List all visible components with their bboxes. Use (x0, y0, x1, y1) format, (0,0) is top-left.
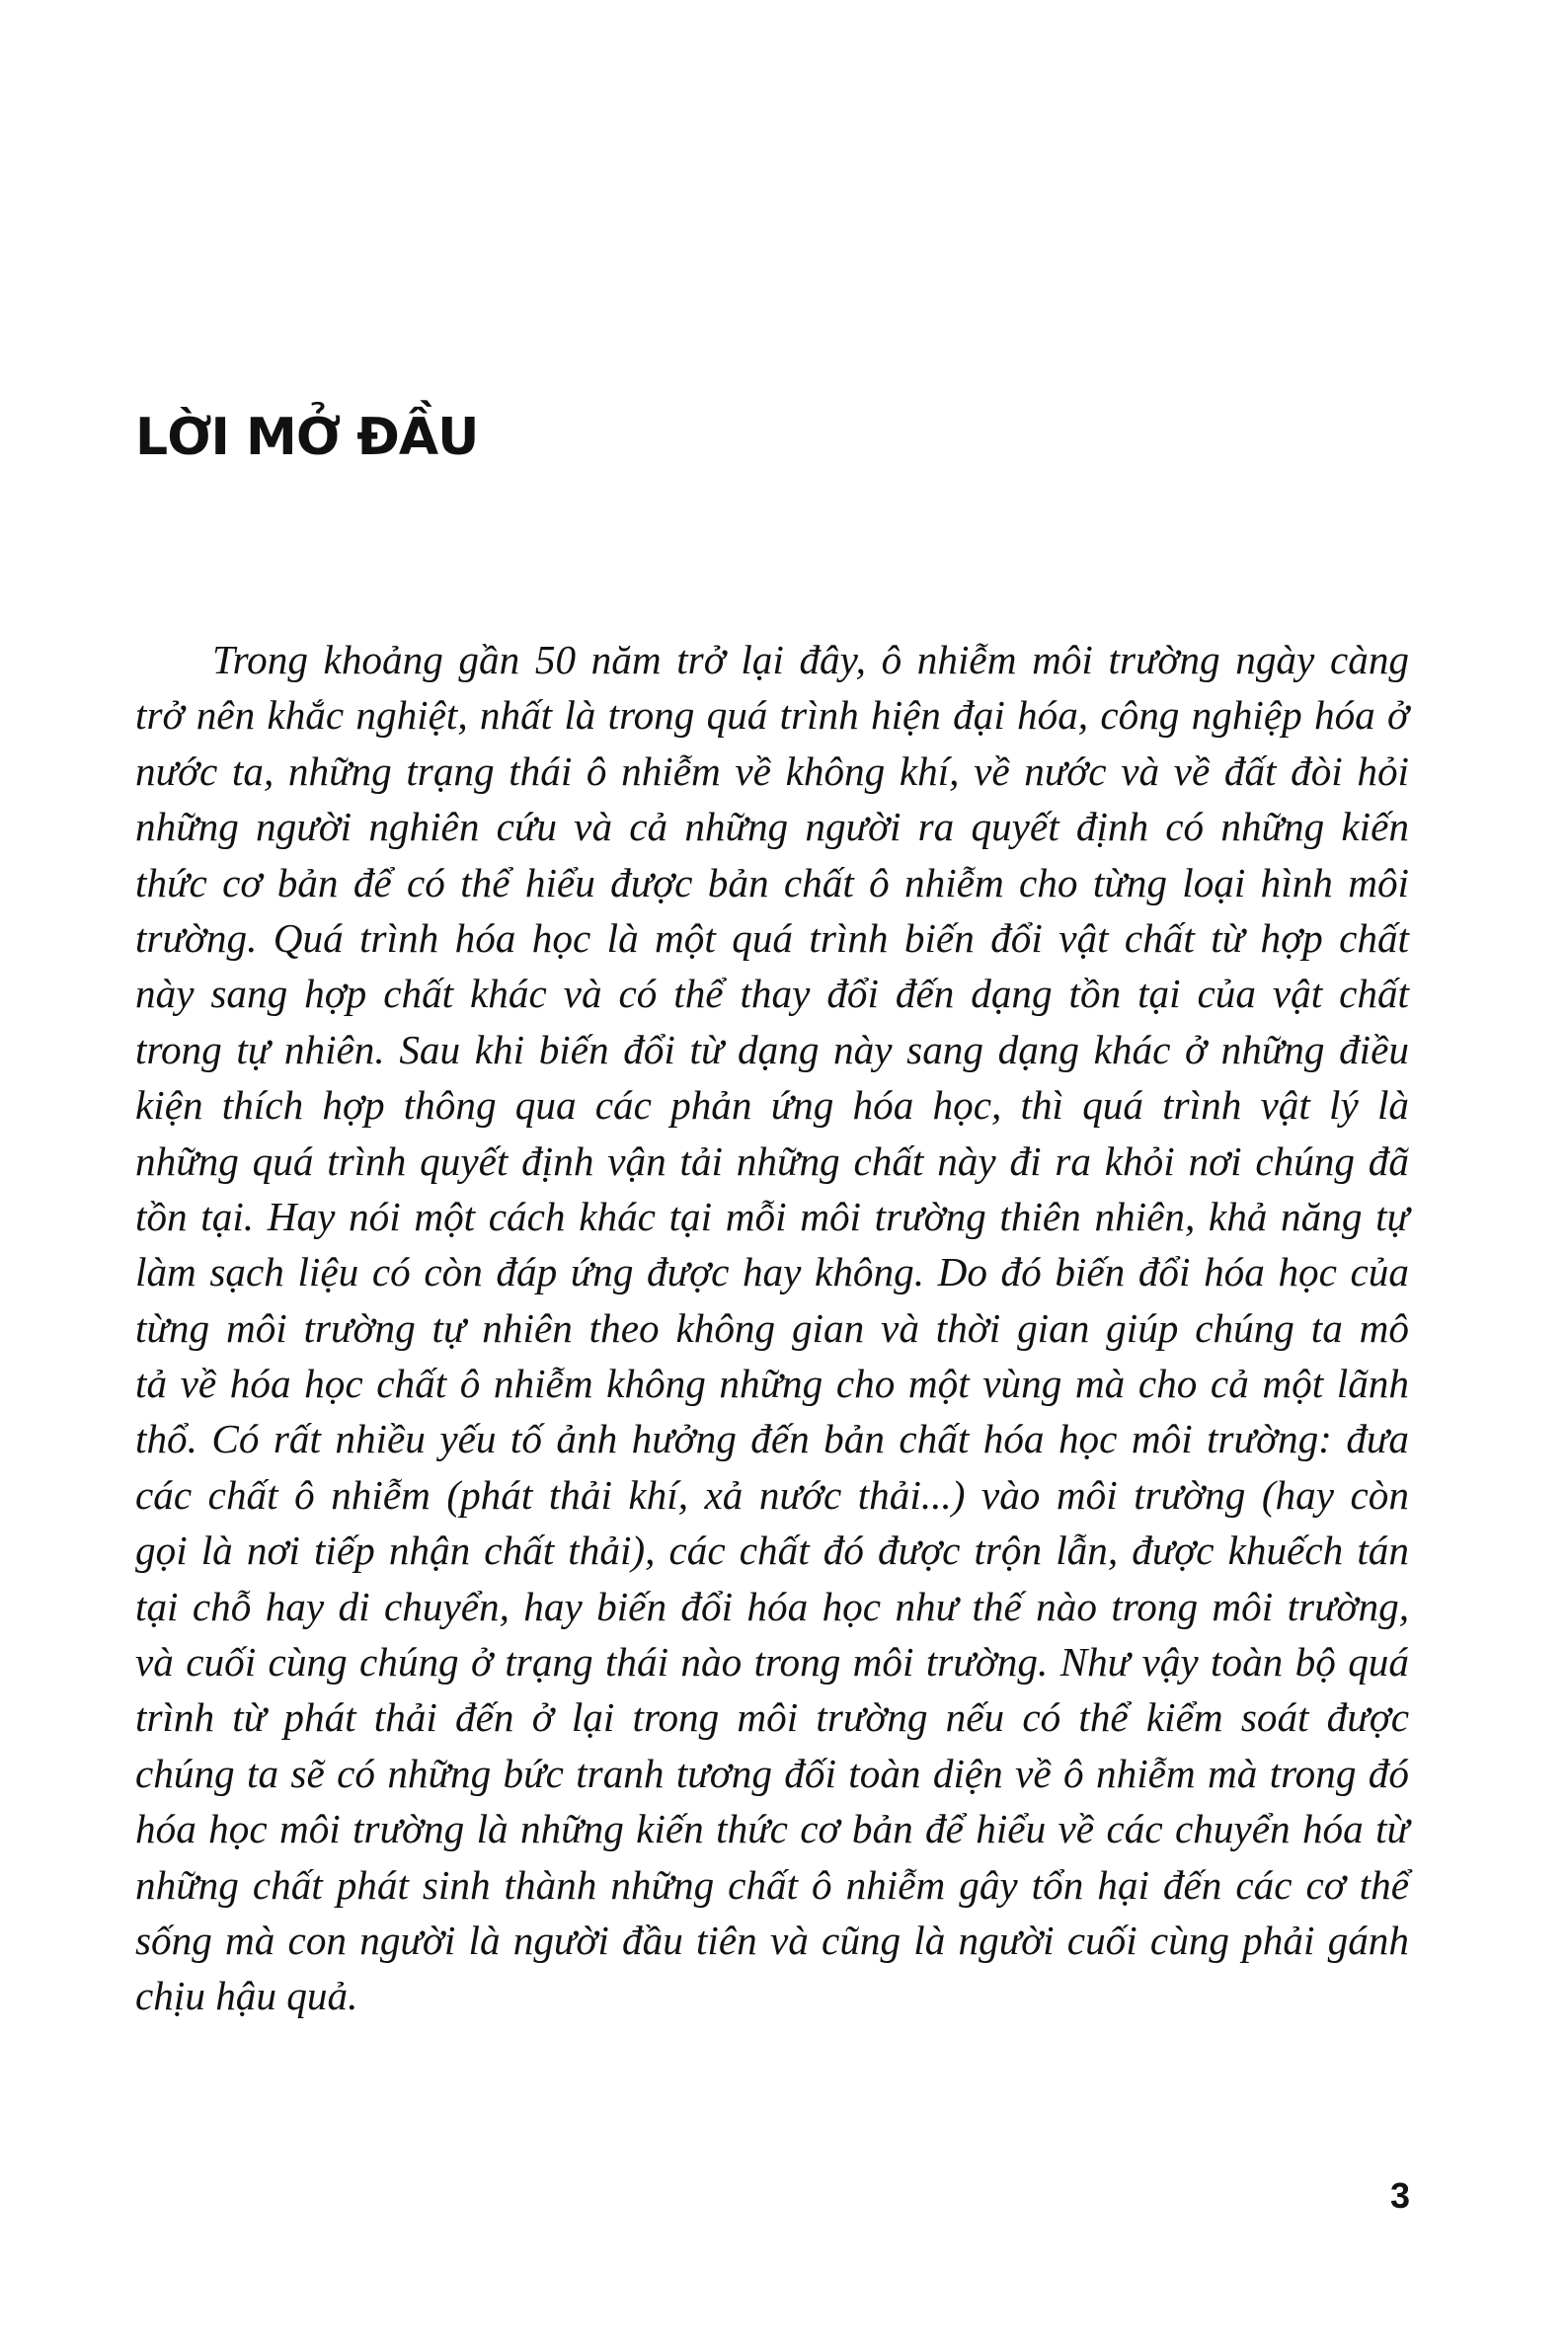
paragraph-line: làm sạch liệu có còn đáp ứng được hay không. Do đó biến đổi hóa học của (135, 1249, 1409, 1295)
paragraph-line: sống mà con người là người đầu tiên và cũng là người cuối cùng phải gánh (135, 1917, 1409, 1963)
paragraph-line: các chất ô nhiễm (phát thải khí, xả nước thải...) vào môi trường (hay còn (135, 1471, 1409, 1518)
paragraph-line: những chất phát sinh thành những chất ô nhiễm gây tổn hại đến các cơ thể (135, 1861, 1409, 1908)
paragraph-line: gọi là nơi tiếp nhận chất thải), các chất đó được trộn lẫn, được khuếch tán (135, 1528, 1409, 1574)
paragraph-line: trình từ phát thải đến ở lại trong môi trường nếu có thể kiểm soát được (135, 1694, 1409, 1741)
paragraph-line: tồn tại. Hay nói một cách khác tại mỗi môi trường thiên nhiên, khả năng tự (135, 1193, 1409, 1239)
paragraph-line: trở nên khắc nghiệt, nhất là trong quá trình hiện đại hóa, công nghiệp hóa ở (135, 692, 1409, 739)
paragraph-line: và cuối cùng chúng ở trạng thái nào trong môi trường. Như vậy toàn bộ quá (135, 1639, 1409, 1686)
paragraph-line: trường. Quá trình hóa học là một quá trình biến đổi vật chất từ hợp chất (135, 914, 1409, 961)
paragraph-line: chúng ta sẽ có những bức tranh tương đối toàn diện về ô nhiễm mà trong đó (135, 1750, 1409, 1796)
page-title: LỜI MỞ ĐẦU (135, 408, 479, 467)
body-paragraph (135, 632, 1409, 2024)
paragraph-line: tả về hóa học chất ô nhiễm không những cho một vùng mà cho cả một lãnh (135, 1361, 1409, 1407)
paragraph-line: hóa học môi trường là những kiến thức cơ bản để hiểu về các chuyển hóa từ (135, 1806, 1409, 1852)
paragraph-line: chịu hậu quả. (135, 1973, 358, 2019)
paragraph-line: những người nghiên cứu và cả những người ra quyết định có những kiến (135, 804, 1409, 850)
paragraph-line: thức cơ bản để có thể hiểu được bản chất ô nhiễm cho từng loại hình môi (135, 859, 1409, 905)
paragraph-line: Trong khoảng gần 50 năm trở lại đây, ô nhiễm môi trường ngày càng (212, 637, 1409, 682)
paragraph-line: này sang hợp chất khác và có thể thay đổi đến dạng tồn tại của vật chất (135, 971, 1409, 1017)
paragraph-line: kiện thích hợp thông qua các phản ứng hóa học, thì quá trình vật lý là (135, 1082, 1409, 1129)
paragraph-line: nước ta, những trạng thái ô nhiễm về không khí, về nước và về đất đòi hỏi (135, 747, 1409, 794)
paragraph-line: trong tự nhiên. Sau khi biến đổi từ dạng này sang dạng khác ở những điều (135, 1026, 1409, 1072)
paragraph-line: từng môi trường tự nhiên theo không gian và thời gian giúp chúng ta mô (135, 1304, 1409, 1351)
page-number: 3 (1389, 2175, 1410, 2216)
paragraph-line: những quá trình quyết định vận tải những chất này đi ra khỏi nơi chúng đã (135, 1137, 1409, 1184)
paragraph-line: tại chỗ hay di chuyển, hay biến đổi hóa học như thế nào trong môi trường, (135, 1583, 1409, 1629)
paragraph-line: thổ. Có rất nhiều yếu tố ảnh hưởng đến bản chất hóa học môi trường: đưa (135, 1416, 1409, 1462)
